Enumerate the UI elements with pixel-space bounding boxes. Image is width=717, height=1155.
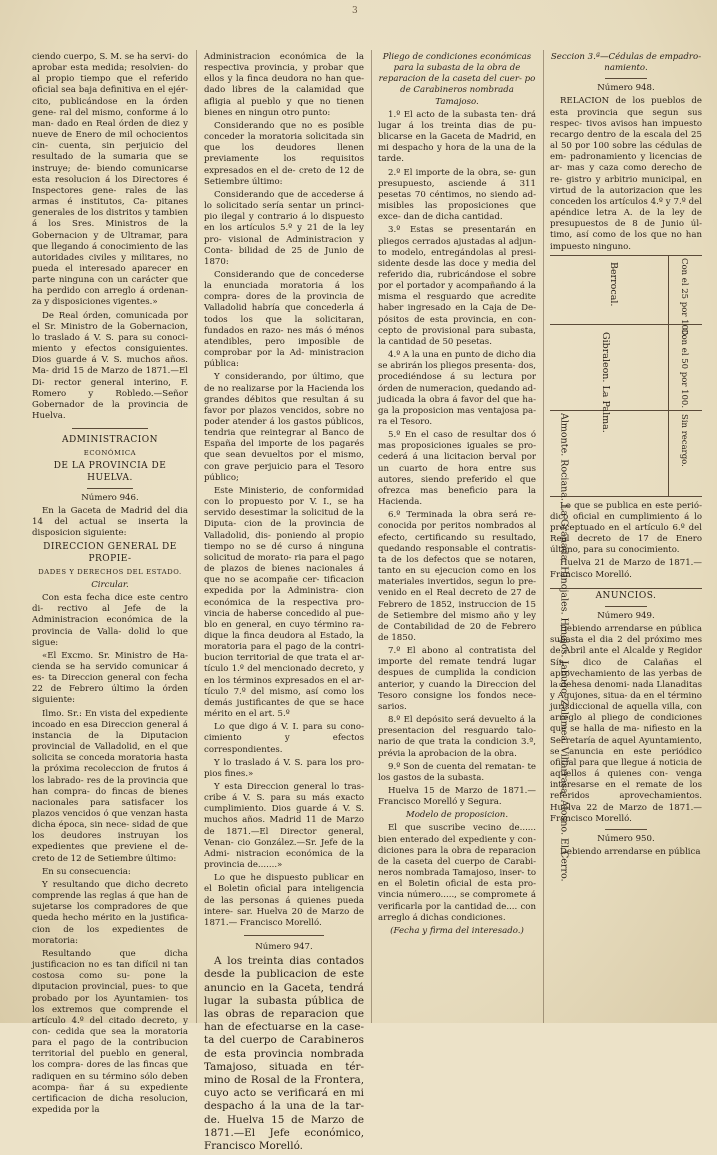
conditions-title: Pliego de condiciones económicas para la subasta de la obra de reparacion de la caseta del cuer- po de Carabineros nombrada Tamajoso. — [378, 52, 536, 107]
paragraph: En su consecuencia: — [42, 866, 131, 877]
column-3 — [378, 52, 536, 939]
section-heading: DIRECCION GENERAL DE PROPIE- — [43, 542, 177, 564]
condition-6: 6.º Terminada la obra será re- conocida por peritos nombrados al efecto, certificando su resultado, quedando responsable el contratis- ta de los defectos que se notaren, tanto en su ejecucion como en los materiales invertidos, segun lo pre- venido en el Real decreto de 27 de Febrero de 1852, instruccion de 15 de Setiembre del mismo año y ley de Contabilidad de 20 de Febrero de 1850. — [378, 510, 536, 643]
paragraph: Y esta Direccion general lo tras- cribe á V. S. para su más exacto cumplimiento. Dios guarde á V. S. muchos años. Madrid 11 de Marzo de 1871.—El Director general, Venan- cio González.—Sr. Jefe de la Admi- nistracion económica de la provincia de.......» — [204, 782, 364, 871]
signature: Huelva 21 de Marzo de 1871.— Francisco Morelló. — [550, 558, 702, 580]
divider — [605, 78, 647, 79]
table-rate: Sin recargo. — [679, 413, 689, 467]
paragraph: Debiendo arrendarse en pública — [560, 847, 701, 858]
paragraph: Lo que digo á V. I. para su cono- cimiento y efectos correspondientes. — [204, 722, 364, 755]
condition-7: 7.º El abono al contratista del importe del remate tendrá lugar despues de cumplida la condicion anterior, y cuando la Direccion del Tesoro consigne los fondos nece- sarios. — [378, 646, 536, 712]
table-row — [550, 256, 702, 338]
condition-4: 4.º A la una en punto de dicho dia se abrirán los pliegos presenta- dos, procediéndose á su lectura por órden de numeracion, quedando ad- judicada la obra á favor del que ha- ga la proposicion mas ventajosa pa- ra el Tesoro. — [378, 350, 536, 427]
paragraph: Y lo traslado á V. S. para los pro- pios fines.» — [204, 757, 364, 779]
table-towns: Berrocal. — [608, 261, 619, 307]
paragraph: Considerando que de accederse á lo solicitado sería sentar un princi- pio ilegal y contrario á lo dispuesto en los artículos 5.º y 21 de la ley pro- visional de Administracion y Conta- bilidad de 25 de Junio de 1870: — [204, 189, 364, 267]
notice-number: Número 948. — [597, 83, 655, 94]
column-2 — [204, 52, 364, 1155]
paragraph: Y resultando que dicho decreto comprende las reglas á que han de sujetarse los compradores de que queda hecho mérito en la justifica- cion de los expedientes de moratoria: — [32, 879, 188, 946]
paragraph: De Real órden, comunicada por el Sr. Ministro de la Gobernacion, lo traslado á V. S. para su conoci- miento y efectos consiguientes. Dios guarde á V. S. muchos años. Ma- drid 15 de Marzo de 1871.—El Di- rector general interino, F. Romero y Robledo.—Señor Gobernador de la provincia de Huelva. — [32, 310, 188, 421]
divider — [605, 829, 647, 830]
condition-8: 8.º El depósito será devuelto á la presentacion del resguardo talo- nario de que trata la condicion 3.ª, prévia la aprobacion de la obra. — [378, 715, 536, 759]
paragraph: Considerando que no es posible conceder la moratoria solicitada sin que los deudores llenen previamente los requisitos expresados en el de- creto de 12 de Setiembre último: — [204, 120, 364, 187]
paragraph: Considerando que de concederse la enunciada moratoria á los compra- dores de la provincia de Valladolid habría que concederla á todos los que la solicitaran, fundados en razo- nes más ó ménos atendibles, pero imposible de comprobar por la Ad- ministracion pública: — [204, 269, 364, 370]
condition-9: 9.º Son de cuenta del rematan- te los gastos de la subasta. — [378, 761, 536, 783]
table-rate: Con el 25 por 100. — [679, 257, 689, 338]
table-divider — [668, 256, 669, 496]
paragraph: Lo que se publica en este perió- dico oficial en cumplimiento á lo preceptuado en el artículo 6.º del Real decreto de 17 de Enero último, para su conocimiento. — [550, 500, 702, 556]
table-row — [550, 324, 702, 433]
model-title: Modelo de proposicion. — [405, 810, 509, 821]
signature-note: (Fecha y firma del interesado.) — [390, 925, 524, 936]
paragraph: En la Gaceta de Madrid del dia 14 del actual se inserta la disposicion siguiente: — [32, 505, 188, 539]
paragraph: ciendo cuerpo, S. M. se ha servi- do aprobar esta medida; resolvien- do al propio tiempo que el referido oficial sea baja definitiva en el ejér- cito, publicándose en la órden gene- ral del mismo, conforme á lo man- dado en Real órden de diez y nueve de Enero de mil ochocientos cin- cuenta, sin perjuicio del resultado de la sumaria que se instruye; de- biendo comunicarse esta resolucion á los Directores é Inspectores gene- rales de las armas é institutos, Ca- pitanes generales de los distritos y tambien á los Sres. Ministros de la Gobernacion y de Ultramar, para que llegando á conocimiento de las autoridades civiles y militares, no pueda el interesado aparecer en parte ninguna con un carácter que ha perdido con arreglo á ordenan- za y disposiciones vigentes.» — [32, 52, 188, 308]
section-subheading: ECONÓMICA — [83, 449, 137, 458]
notice-number: Número 950. — [597, 833, 655, 844]
paragraph: El que suscribe vecino de...... bien enterado del expediente y con- diciones para la obra de reparacion de la caseta del cuerpo de Carabi- neros nombrada Tamajoso, inser- to en el Boletin oficial de esta pro- vincia número....., se compromete á verificarla por la cantidad de.... con arreglo á dichas condiciones. — [378, 823, 536, 923]
notice-number: Número 947. — [255, 942, 313, 953]
section-heading: ADMINISTRACION — [61, 435, 159, 446]
condition-5: 5.º En el caso de resultar dos ó mas proposiciones iguales se pro- cederá á una licitacion berval por un cuarto de hora entre sus autores, siendo preferido el que ofrezca mas beneficio para la Hacienda. — [378, 430, 536, 508]
signature: Huelva 15 de Marzo de 1871.— Francisco Morelló y Segura. — [378, 786, 536, 808]
paragraph: Lo que he dispuesto publicar en el Boletin oficial para inteligencia de las personas á quienes pueda intere- sar. Huelva 20 de Marzo de 1871.— Francisco Morelló. — [204, 873, 364, 928]
divider — [244, 935, 324, 936]
divider — [550, 588, 702, 589]
circular-title: Circular. — [91, 579, 129, 590]
paragraph: Con esta fecha dice este centro di- rectivo al Jefe de la Administracion económica de la provincia de Valla- dolid lo que sigue: — [32, 593, 188, 648]
column-rule — [543, 50, 544, 1023]
paragraph: Resultando que dicha justificacion no es tan difícil ni tan costosa como su- pone la diputacion provincial, pues- to que probado por los Ayuntamien- tos los extremos que comprende el artículo 4.º del citado decreto, y con- cedida que sea la moratoria para el pago de la contribucion territorial del pueblo en general, los compra- dores de las fincas que radiquen en su término sólo deben acompa- ñar á su expediente certificacion de dicha resolucion, expedida por la — [32, 948, 188, 1116]
notice-number: Número 949. — [597, 610, 655, 621]
divider — [72, 428, 148, 429]
notice-number: Número 946. — [81, 492, 139, 503]
announcements-heading: ANUNCIOS. — [595, 590, 657, 601]
paragraph: Este Ministerio, de conformidad con lo propuesto por V. I., se ha servido desestimar la solicitud de la Diputa- cion de la provincia de Valladolid, dis- poniendo al propio tiempo no se dé curso á ninguna solicitud de morato- ria para el pago de plazos de bienes nacionales á que no se acompañe cer- tificacion expedida por la Administra- cion económica de la respectiva pro- vincia de haberse concedido al pue- blo en general, en cuyo término ra- dique la finca deudora al Estado, la moratoria para el pago de la contri- bucion territorial de que trata el ar- tículo 1.º del mencionado decreto, y en los términos expresados en el ar- tículo 7.º del mismo, así como los demás justificantes de que se hace mérito en el art. 5.º — [204, 485, 364, 720]
column-4 — [550, 52, 702, 882]
table-rate: Con el 50 por 100. — [679, 327, 689, 408]
column-rule — [196, 50, 197, 1023]
condition-1: 1.º El acto de la subasta ten- drá lugar á los treinta dias de pu- blicarse en la Gaceta de Madrid, en mi despacho y hora de la una de la tarde. — [378, 109, 536, 165]
table-towns: Gibraleon. La Palma. — [600, 331, 611, 433]
paragraph: Ilmo. Sr.: En vista del expediente incoado en esa Direccion general á instancia de la Diputacion provincial de Valladolid, en el que solicita se conceda moratoria hasta la próxima recoleccion de frutos á los labrado- res de la provincia que han compra- do fincas de bienes nacionales para satisfacer los plazos vencidos ó que venzan hasta dicha época, sin nece- sidad de que los deudores instruyan los expedientes que previene el de- creto de 12 de Setiembre último: — [32, 708, 188, 864]
paragraph: «El Excmo. Sr. Ministro de Ha- cienda se ha servido comunicar á es- ta Direccion general con fecha 22 de Febrero último la órden siguiente: — [32, 650, 188, 706]
paragraph: Y considerando, por último, que de no realizarse por la Hacienda los grandes débitos que resultan á su favor por plazos vencidos, sobre no poder atender á los gastos públicos, tendria que reintegrar al Banco de España del importe de los pagarés que sean devueltos por el mismo, con grave perjuicio para el Tesoro público; — [204, 372, 364, 483]
divider — [87, 488, 133, 489]
section-title: Seccion 3.ª—Cédulas de empadro- namiento. — [550, 52, 702, 74]
page-number: 3 — [352, 6, 358, 16]
condition-2: 2.º El importe de la obra, se- gun presupuesto, asciende á 311 pesetas 70 céntimos, no siendo ad- misibles las proposiciones que exce- dan de dicha cantidad. — [378, 167, 536, 223]
divider — [605, 606, 647, 607]
column-rule — [371, 50, 372, 1023]
paragraph: Administracion económica de la respectiva provincia, y probar que ellos y la finca deudora no han que- dado libres de la calamidad que afligia al pueblo y que no tienen bienes en ningun otro punto: — [204, 52, 364, 118]
auction-notice: A los treinta dias contados desde la publicacion de este anuncio en la Gaceta, tendrá lugar la subasta pública de las obras de reparacion que han de efectuarse en la case- ta del cuerpo de Carabineros de esta provincia nombrada Tamajoso, situada en tér- mino de Rosal de la Frontera, cuyo acto se verificará en mi despacho á la una de la tar- de. Huelva 15 de Marzo de 1871.—El Jefe económico, Francisco Morelló. — [204, 955, 364, 1153]
column-1 — [32, 52, 188, 1118]
table-towns: Almonte. Rociana. La Granada. Hinojales. Hinojos. Jabugo. Zalamea. Villarrasa. Alosno. El Cerro. — [558, 412, 570, 882]
paragraph: RELACION de los pueblos de esta provincia que segun sus respec- tivos avisos han impuesto recargo dentro de la escala del 25 al 50 por 100 sobre las cédulas de em- padronamiento y licencias de ar- mas y caza como derecho de re- gistro y arbitrio municipal, en virtud de la autorizacion que les conceden los artículos 4.º y 7.º del apéndice letra A. de la ley de presupuestos de 8 de Junio úl- timo, así como de los que no han impuesto ninguno. — [550, 96, 702, 252]
section-subheading: DE LA PROVINCIA DE HUELVA. — [53, 461, 167, 483]
paragraph: Debiendo arrendarse en pública subasta el dia 2 del próximo mes de Abril ante el Alcalde y Regidor Sín- dico de Calañas el aprovechamiento de las yerbas de la dehesa denomi- nada Llanaditas y Agujones, situa- da en el término jurisdiccional de aquella villa, con arreglo al pliego de condiciones que se halla de ma- nifiesto en la Secretaría de aquel Ayuntamiento, se anuncia en este periódico oficial para que llegue á noticia de aquellos á quienes con- venga interesarse en el remate de los referidos aprovechamientos. Huelva 22 de Marzo de 1871.— Francisco Morelló. — [550, 624, 702, 824]
condition-3: 3.º Estas se presentarán en pliegos cerrados ajustadas al adjun- to modelo, entregándolas al presi- sidente desde las doce y media del referido dia, rubricándose el sobre por el portador y acompañando á la misma el resguardo que acredite haber ingresado en la Caja de De- pósitos de esta provincia, en con- cepto de provisional para subasta, la cantidad de 50 pesetas. — [378, 225, 536, 347]
section-subheading: DADES Y DERECHOS DEL ESTADO. — [38, 567, 182, 576]
